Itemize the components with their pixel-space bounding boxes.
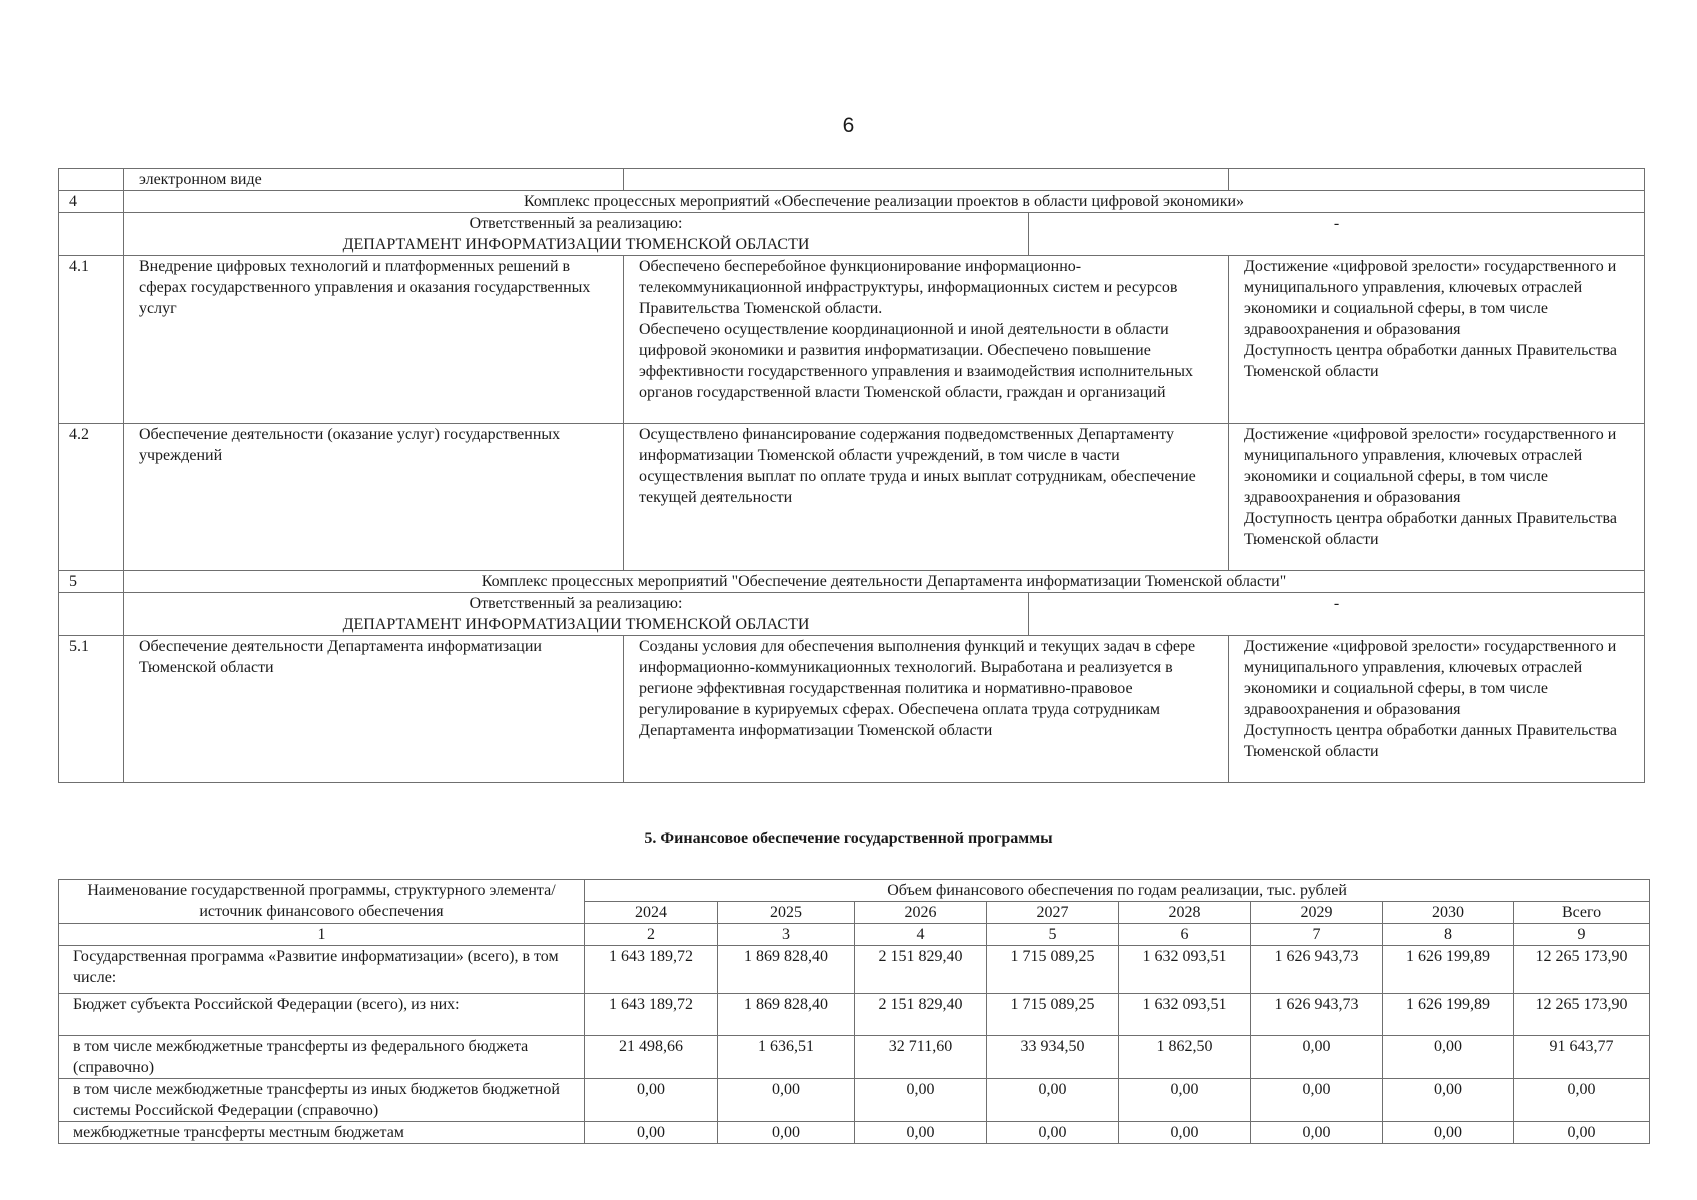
value-cell: 0,00 [987,1079,1119,1122]
row-number: 4.2 [59,424,124,571]
responsible-row [59,213,1645,256]
section-header-row [59,191,1645,213]
year-header: 2025 [718,902,855,924]
row-number [59,169,124,191]
responsible-dash: - [1029,593,1645,636]
row-number [59,593,124,636]
effect-text: Осуществлено финансирование содержания подведомственных Департаменту информатизации Тюменской области учреждений, в том числе в части осуществления выплат по оплате труда и иных выплат сотрудникам, обеспечение текущей деятельности [639,426,1196,506]
year-header: 2029 [1251,902,1383,924]
value-cell: 33 934,50 [987,1036,1119,1079]
value-cell: 1 869 828,40 [718,994,855,1036]
responsible-org: ДЕПАРТАМЕНТ ИНФОРМАТИЗАЦИИ ТЮМЕНСКОЙ ОБЛАСТИ [342,236,810,253]
task-cell: электронном виде [124,169,624,191]
value-cell: 0,00 [1251,1122,1383,1144]
column-number: 4 [855,924,987,946]
indicator-cell [1229,636,1645,783]
indicator-text: Доступность центра обработки данных Правительства Тюменской области [1244,342,1617,380]
task-cell: Обеспечение деятельности Департамента информатизации Тюменской области [124,636,624,783]
value-cell: 1 869 828,40 [718,946,855,994]
row-name: Бюджет субъекта Российской Федерации (всего), из них: [59,994,585,1036]
value-cell: 2 151 829,40 [855,946,987,994]
header-volume: Объем финансового обеспечения по годам реализации, тыс. рублей [585,880,1650,902]
row-name: межбюджетные трансферты местным бюджетам [59,1122,585,1144]
effect-text: Обеспечено осуществление координационной и иной деятельности в области цифровой экономики и развития информатизации. Обеспечено повышение эффективности государственного управления и взаимодействия исполнительных органов государственной власти Тюменской области, граждан и организаций [639,321,1193,401]
year-header: 2027 [987,902,1119,924]
value-cell: 1 626 943,73 [1251,994,1383,1036]
table-row [59,636,1645,783]
table-header-row [59,880,1650,902]
value-cell: 0,00 [585,1079,718,1122]
column-number: 9 [1514,924,1650,946]
row-name: в том числе межбюджетные трансферты из федерального бюджета (справочно) [59,1036,585,1079]
responsible-label: Ответственный за реализацию: [469,215,683,232]
section-title: Комплекс процессных мероприятий «Обеспечение реализации проектов в области цифровой экономики» [124,191,1645,213]
header-name: Наименование государственной программы, структурного элемента/источник финансового обеспечения [59,880,585,924]
value-cell: 0,00 [718,1079,855,1122]
value-cell: 21 498,66 [585,1036,718,1079]
value-cell: 0,00 [1383,1079,1514,1122]
table-row [59,169,1645,191]
value-cell: 1 632 093,51 [1119,994,1251,1036]
table-row [59,994,1650,1036]
indicator-cell [1229,256,1645,424]
total-cell: 0,00 [1514,1079,1650,1122]
section-header-row [59,571,1645,593]
total-cell: 12 265 173,90 [1514,946,1650,994]
section-number: 4 [59,191,124,213]
task-cell: Внедрение цифровых технологий и платформенных решений в сферах государственного управления и оказания государственных услуг [124,256,624,424]
finance-table [58,879,1650,1144]
section-number: 5 [59,571,124,593]
year-header: 2030 [1383,902,1514,924]
row-name: в том числе межбюджетные трансферты из иных бюджетов бюджетной системы Российской Федерации (справочно) [59,1079,585,1122]
responsible-row [59,593,1645,636]
value-cell: 1 643 189,72 [585,994,718,1036]
activities-table [58,168,1645,783]
column-number: 5 [987,924,1119,946]
indicator-cell [1229,169,1645,191]
year-header: 2026 [855,902,987,924]
responsible-cell [124,593,1029,636]
table-row [59,946,1650,994]
row-number: 5.1 [59,636,124,783]
value-cell: 0,00 [855,1122,987,1144]
responsible-cell [124,213,1029,256]
year-header: 2024 [585,902,718,924]
value-cell: 1 632 093,51 [1119,946,1251,994]
effect-cell [624,636,1229,783]
effect-cell [624,169,1229,191]
value-cell: 0,00 [1119,1122,1251,1144]
column-number: 3 [718,924,855,946]
value-cell: 32 711,60 [855,1036,987,1079]
value-cell: 1 626 199,89 [1383,994,1514,1036]
column-number: 2 [585,924,718,946]
value-cell: 1 643 189,72 [585,946,718,994]
value-cell: 0,00 [1383,1036,1514,1079]
section-title: Комплекс процессных мероприятий "Обеспечение деятельности Департамента информатизации Тюменской области" [124,571,1645,593]
effect-cell [624,256,1229,424]
value-cell: 0,00 [585,1122,718,1144]
value-cell: 1 626 943,73 [1251,946,1383,994]
row-number [59,213,124,256]
responsible-label: Ответственный за реализацию: [469,595,683,612]
responsible-dash: - [1029,213,1645,256]
indicator-text: Доступность центра обработки данных Правительства Тюменской области [1244,510,1617,548]
column-number: 1 [59,924,585,946]
value-cell: 0,00 [718,1122,855,1144]
value-cell: 0,00 [1251,1079,1383,1122]
table-row [59,1079,1650,1122]
table-row [59,424,1645,571]
value-cell: 0,00 [1119,1079,1251,1122]
total-header: Всего [1514,902,1650,924]
row-number: 4.1 [59,256,124,424]
indicator-text: Доступность центра обработки данных Правительства Тюменской области [1244,722,1617,760]
value-cell: 1 626 199,89 [1383,946,1514,994]
effect-text: Обеспечено бесперебойное функционирование информационно-телекоммуникационной инфраструктуры, информационных систем и ресурсов Правительства Тюменской области. [639,258,1178,317]
total-cell: 12 265 173,90 [1514,994,1650,1036]
effect-cell [624,424,1229,571]
value-cell: 2 151 829,40 [855,994,987,1036]
value-cell: 1 862,50 [1119,1036,1251,1079]
indicator-cell [1229,424,1645,571]
value-cell: 0,00 [855,1079,987,1122]
responsible-org: ДЕПАРТАМЕНТ ИНФОРМАТИЗАЦИИ ТЮМЕНСКОЙ ОБЛАСТИ [342,616,810,633]
value-cell: 0,00 [1251,1036,1383,1079]
indicator-text: Достижение «цифровой зрелости» государственного и муниципального управления, ключевых отраслей экономики и социальной сферы, в том числе здравоохранения и образования [1244,426,1617,506]
section-heading: 5. Финансовое обеспечение государственной программы [644,830,1053,847]
column-number: 7 [1251,924,1383,946]
task-cell: Обеспечение деятельности (оказание услуг) государственных учреждений [124,424,624,571]
value-cell: 1 715 089,25 [987,946,1119,994]
value-cell: 1 715 089,25 [987,994,1119,1036]
indicator-text: Достижение «цифровой зрелости» государственного и муниципального управления, ключевых отраслей экономики и социальной сферы, в том числе здравоохранения и образования [1244,258,1617,338]
effect-text: Созданы условия для обеспечения выполнения функций и текущих задач в сфере информационно-коммуникационных технологий. Выработана и реализуется в регионе эффективная государственная политика и нормативно-правовое регулирование в курируемых сферах. Обеспечена оплата труда сотрудникам Департамента информатизации Тюменской области [639,638,1196,739]
total-cell: 91 643,77 [1514,1036,1650,1079]
value-cell: 0,00 [987,1122,1119,1144]
table-row [59,1036,1650,1079]
column-number: 8 [1383,924,1514,946]
page-number: 6 [842,114,855,137]
column-number-row [59,924,1650,946]
total-cell: 0,00 [1514,1122,1650,1144]
value-cell: 0,00 [1383,1122,1514,1144]
year-header: 2028 [1119,902,1251,924]
indicator-text: Достижение «цифровой зрелости» государственного и муниципального управления, ключевых отраслей экономики и социальной сферы, в том числе здравоохранения и образования [1244,638,1617,718]
column-number: 6 [1119,924,1251,946]
table-row [59,256,1645,424]
value-cell: 1 636,51 [718,1036,855,1079]
table-row [59,1122,1650,1144]
row-name: Государственная программа «Развитие информатизации» (всего), в том числе: [59,946,585,994]
